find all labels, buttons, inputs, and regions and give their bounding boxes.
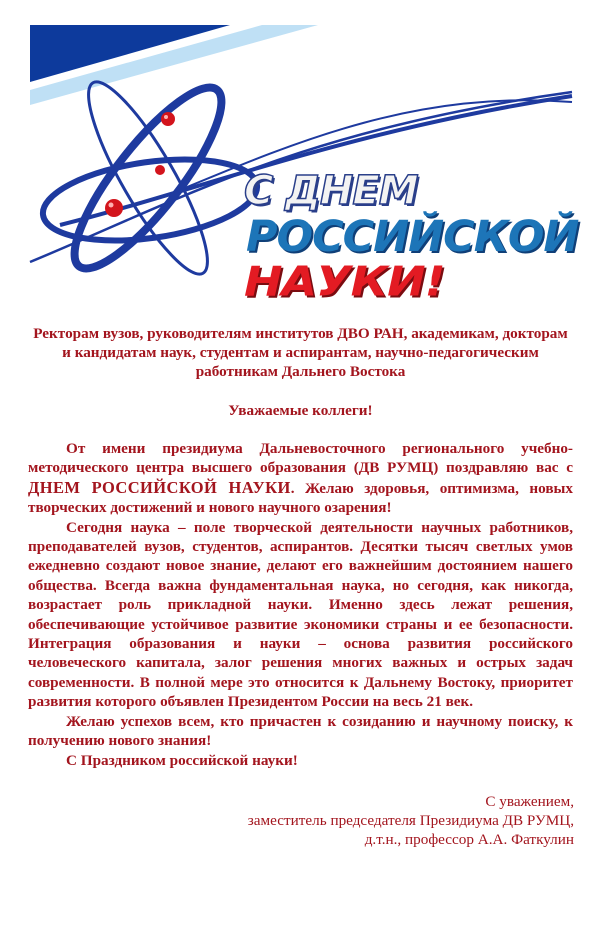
paragraph-1-caps: ДНЕМ РОССИЙСКОЙ НАУКИ — [28, 477, 291, 497]
banner — [0, 0, 600, 306]
paragraph-4: С Праздником российской науки! — [66, 751, 298, 769]
paragraph-3: Желаю успехов всем, кто причастен к созиданию и научному поиску, к получению нового знания! — [28, 712, 573, 750]
letter-paragraphs — [28, 439, 573, 770]
signature — [248, 792, 574, 849]
banner-title-line3: НАУКИ! — [244, 257, 445, 306]
paragraph-2: Сегодня наука – поле творческой деятельности научных работников, преподавателей вузов, студентов, аспирантов. Десятки тысяч светлых умов ежедневно создают новое знание, делают его важнейшим достоянием нашего общества. Всегда важна фундаментальная наука, но сегодня, как никогда, возрастает роль прикладной науки. Именно здесь лежат решения, обеспечивающие устойчивое развитие экономики страны и ее безопасности. Интеграция образования и науки – основа развития российского человеческого капитала, залог решения многих важных и острых задач современности. В полной мере это относится к Дальнему Востоку, приоритет развития которого объявлен Президентом России на весь 21 век. — [28, 518, 573, 711]
banner-title-line2: РОССИЙСКОЙ — [246, 212, 579, 262]
signature-line3: д.т.н., профессор А.А. Фаткулин — [364, 831, 574, 848]
letter-greeting: Уважаемые коллеги! — [228, 402, 373, 419]
letter-body — [28, 324, 573, 770]
signature-line2: заместитель председателя Президиума ДВ РУМЦ, — [247, 812, 574, 829]
paragraph-1-start: От имени президиума Дальневосточного регионального учебно-методического центра высшего образования (ДВ РУМЦ) поздравляю вас с — [28, 440, 573, 477]
signature-line1: С уважением, — [485, 793, 574, 810]
banner-title-line1: С ДНЕМ — [244, 168, 418, 214]
letter-address: Ректорам вузов, руководителям институтов ДВО РАН, академикам, докторам и кандидатам наук, студентам и аспирантам, научно-педагогическим работникам Дальнего Востока — [33, 325, 568, 380]
paragraph-1-end: . Желаю здоровья, оптимизма, новых творческих достижений и нового научного озарения! — [28, 479, 573, 517]
paragraph-1 — [28, 439, 573, 518]
